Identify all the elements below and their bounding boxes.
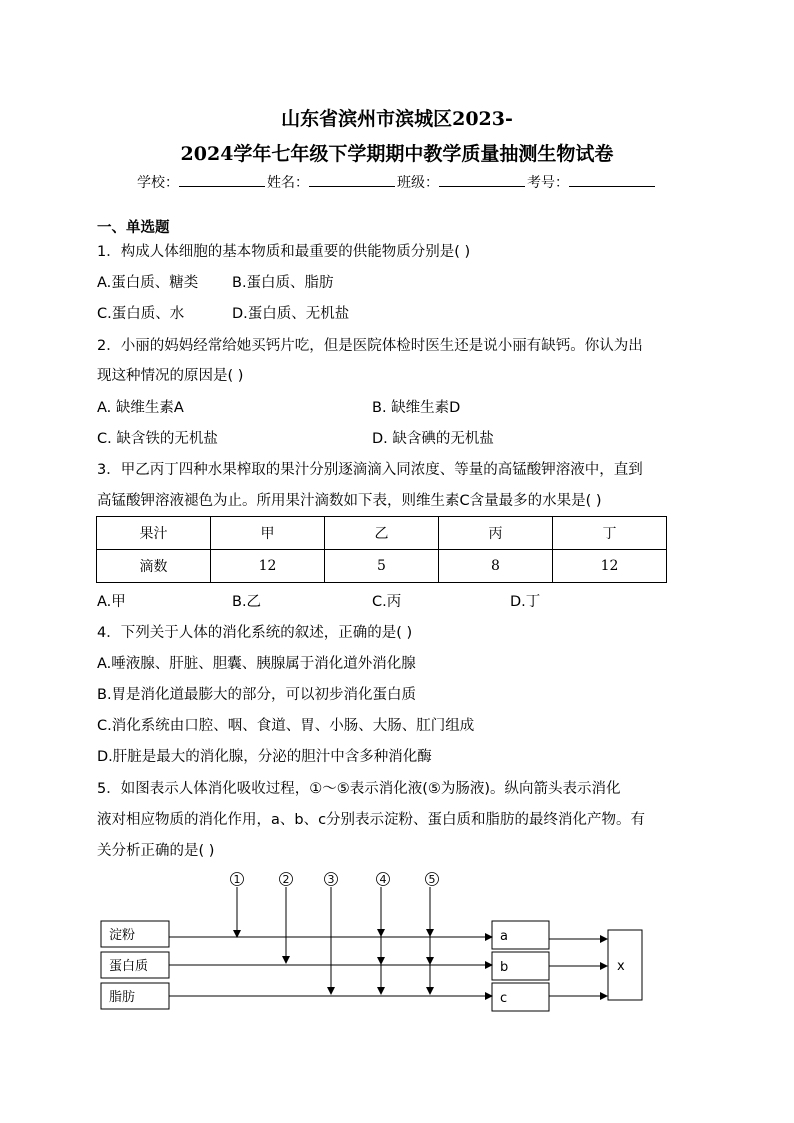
student-info-row: [0, 172, 794, 192]
q2-option-c[interactable]: C. 缺含铁的无机盐: [97, 431, 218, 447]
name-label: 姓名：: [267, 175, 309, 191]
q4-option-a[interactable]: A.唾液腺、肝脏、胆囊、胰腺属于消化道外消化腺: [97, 656, 416, 672]
juice-label-1: 1: [233, 873, 241, 886]
substance-label-starch: 淀粉: [109, 928, 136, 943]
q3-option-b[interactable]: B.乙: [232, 594, 262, 610]
q4-stem: 4．下列关于人体的消化系统的叙述，正确的是( ): [97, 625, 413, 641]
number-blank[interactable]: [569, 172, 655, 187]
table-cell: 12: [211, 550, 325, 583]
q3-stem-line2: 高锰酸钾溶液褪色为止。所用果汁滴数如下表，则维生素C含量最多的水果是( ): [97, 493, 602, 509]
juice-4-starch-arrowhead: [377, 929, 385, 937]
juice-5-protein-arrowhead: [426, 957, 434, 965]
table-cell: 丁: [553, 517, 667, 550]
table-header-row: [97, 517, 667, 550]
table-row: [97, 550, 667, 583]
q5-stem-line1: 5．如图表示人体消化吸收过程，①～⑤表示消化液(⑤为肠液)。纵向箭头表示消化: [97, 781, 621, 797]
q3-stem-line1: 3．甲乙丙丁四种水果榨取的果汁分别逐滴滴入同浓度、等量的高锰酸钾溶液中，直到: [97, 462, 643, 478]
q4-option-c[interactable]: C.消化系统由口腔、咽、食道、胃、小肠、大肠、肛门组成: [97, 718, 475, 734]
juice-label-4: 4: [379, 873, 387, 886]
table-cell: 8: [439, 550, 553, 583]
juice-label-3: 3: [327, 873, 335, 886]
table-cell: 甲: [211, 517, 325, 550]
q1-option-b[interactable]: B.蛋白质、脂肪: [232, 275, 334, 291]
school-blank[interactable]: [179, 172, 265, 187]
q3-option-d[interactable]: D.丁: [510, 594, 541, 610]
q5-stem-line2: 液对相应物质的消化作用，a、b、c分别表示淀粉、蛋白质和脂肪的最终消化产物。有: [97, 812, 646, 828]
q4-option-b[interactable]: B.胃是消化道最膨大的部分，可以初步消化蛋白质: [97, 687, 417, 703]
q1-option-c[interactable]: C.蛋白质、水: [97, 306, 185, 322]
table-cell: 滴数: [97, 550, 211, 583]
q3-option-a[interactable]: A.甲: [97, 594, 126, 610]
juice-5-starch-arrowhead: [426, 929, 434, 937]
digestion-diagram: [0, 860, 794, 1030]
juice-4-protein-arrowhead: [377, 957, 385, 965]
product-label-a: a: [500, 929, 508, 944]
q3-option-c[interactable]: C.丙: [372, 594, 402, 610]
q2-option-d[interactable]: D. 缺含碘的无机盐: [372, 431, 494, 447]
table-cell: 果汁: [97, 517, 211, 550]
substance-label-protein: 蛋白质: [109, 959, 149, 974]
juice-label-2: 2: [282, 873, 290, 886]
exam-title-line2: 2024学年七年级下学期期中教学质量抽测生物试卷: [180, 143, 614, 165]
number-label: 考号：: [527, 175, 569, 191]
q2-stem-line1: 2．小丽的妈妈经常给她买钙片吃，但是医院体检时医生还是说小丽有缺钙。你认为出: [97, 338, 643, 354]
table-cell: 乙: [325, 517, 439, 550]
class-blank[interactable]: [439, 172, 525, 187]
table-cell: 5: [325, 550, 439, 583]
table-cell: 12: [553, 550, 667, 583]
product-label-c: c: [500, 991, 508, 1006]
substance-label-fat: 脂肪: [109, 990, 136, 1005]
q1-option-a[interactable]: A.蛋白质、糖类: [97, 275, 199, 291]
juice-drops-table: [96, 516, 667, 583]
section-heading: 一、单选题: [97, 220, 170, 236]
q1-option-d[interactable]: D.蛋白质、无机盐: [232, 306, 350, 322]
table-cell: 丙: [439, 517, 553, 550]
juice-label-5: 5: [428, 873, 436, 886]
class-label: 班级：: [397, 175, 439, 191]
q4-option-d[interactable]: D.肝脏是最大的消化腺，分泌的胆汁中含多种消化酶: [97, 749, 432, 765]
q2-stem-line2: 现这种情况的原因是( ): [97, 368, 244, 384]
q2-option-a[interactable]: A. 缺维生素A: [97, 400, 184, 416]
school-label: 学校：: [137, 175, 179, 191]
exam-title-line1: 山东省滨州市滨城区2023-: [281, 108, 513, 130]
q1-stem: 1．构成人体细胞的基本物质和最重要的供能物质分别是( ): [97, 244, 471, 260]
product-label-b: b: [500, 960, 509, 975]
q5-stem-line3: 关分析正确的是( ): [97, 843, 215, 859]
q2-option-b[interactable]: B. 缺维生素D: [372, 400, 461, 416]
name-blank[interactable]: [309, 172, 395, 187]
result-box-x: [608, 930, 642, 1000]
result-label-x: x: [617, 959, 625, 974]
